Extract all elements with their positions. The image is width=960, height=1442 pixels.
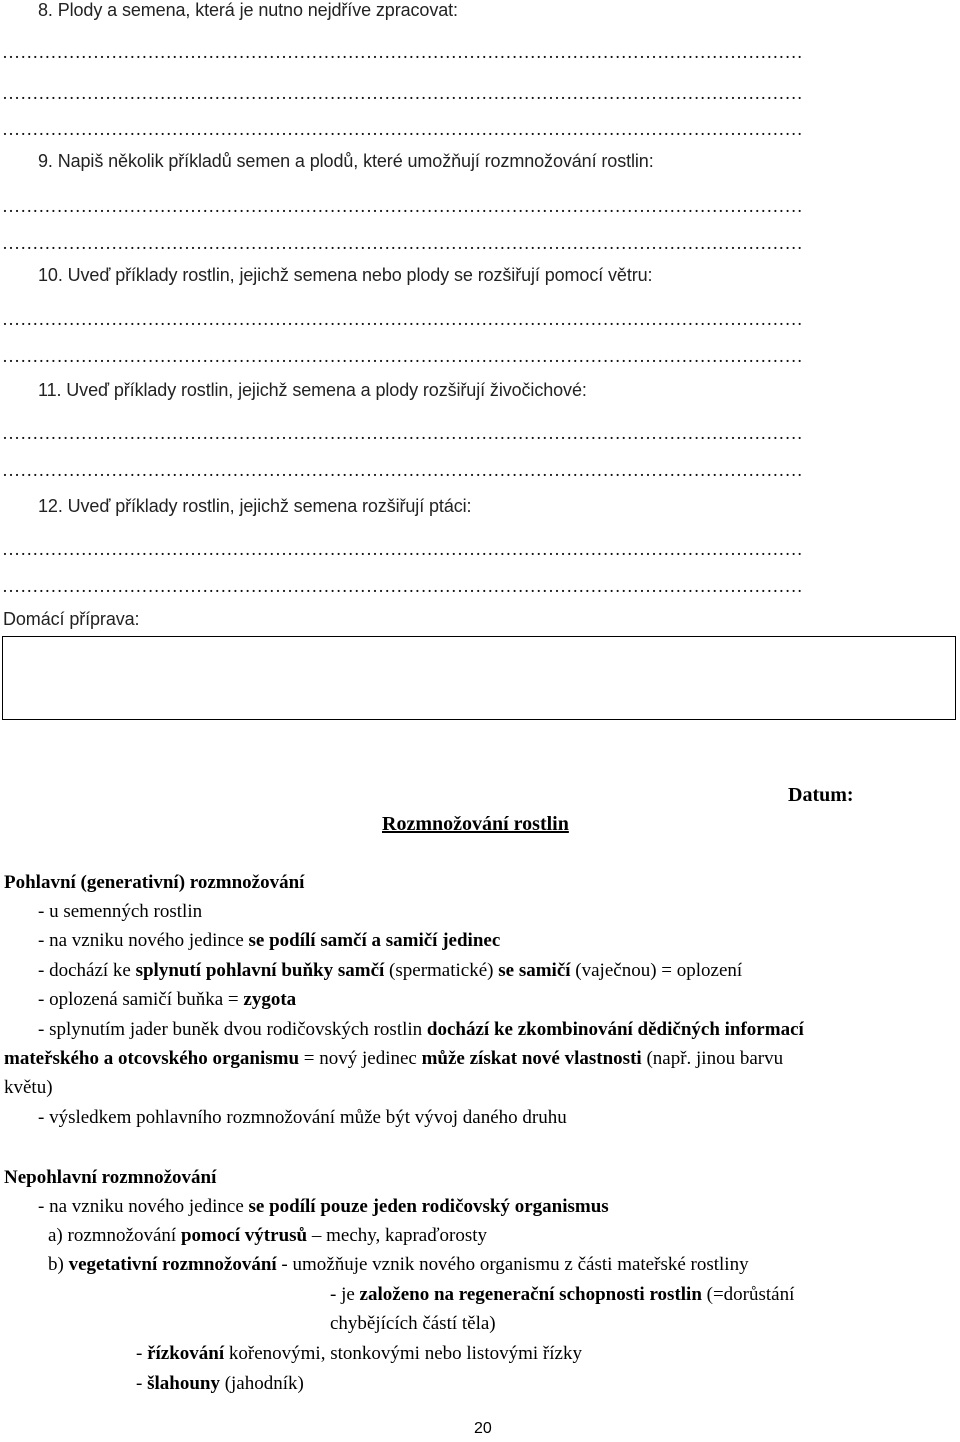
question-9: 9. Napiš několik příkladů semen a plodů, které umožňují rozmnožování rostlin:	[38, 151, 654, 171]
note-line: - šlahouny (jahodník)	[136, 1373, 304, 1394]
answer-line: ……………………………………………………………………………………………………………………	[2, 42, 803, 62]
answer-line: ……………………………………………………………………………………………………………………	[2, 83, 803, 103]
answer-line: ……………………………………………………………………………………………………………………	[2, 196, 803, 216]
answer-line: ……………………………………………………………………………………………………………………	[2, 539, 803, 559]
date-label: Datum:	[788, 784, 854, 806]
note-line: chybějících částí těla)	[330, 1313, 496, 1334]
answer-line: ……………………………………………………………………………………………………………………	[2, 233, 803, 253]
answer-line: ……………………………………………………………………………………………………………………	[2, 423, 803, 443]
note-line: - oplozená samičí buňka = zygota	[38, 989, 297, 1010]
answer-line: ……………………………………………………………………………………………………………………	[2, 119, 803, 139]
asexual-heading: Nepohlavní rozmnožování	[4, 1167, 217, 1188]
page-number: 20	[474, 1420, 492, 1437]
note-line: - je založeno na regenerační schopnosti rostlin (=dorůstání	[330, 1284, 795, 1305]
note-line: - dochází ke splynutí pohlavní buňky samčí (spermatické) se samičí (vaječnou) = oplození	[38, 960, 743, 981]
note-line: - splynutím jader buněk dvou rodičovských rostlin dochází ke zkombinování dědičných informací	[38, 1019, 804, 1040]
note-line: a) rozmnožování pomocí výtrusů – mechy, kapraďorosty	[48, 1225, 487, 1246]
note-line: - na vzniku nového jedince se podílí pouze jeden rodičovský organismus	[38, 1196, 609, 1217]
note-line: - řízkování kořenovými, stonkovými nebo listovými řízky	[136, 1343, 582, 1364]
answer-line: ……………………………………………………………………………………………………………………	[2, 460, 803, 480]
note-line: - výsledkem pohlavního rozmnožování může být vývoj daného druhu	[38, 1107, 567, 1128]
question-11: 11. Uveď příklady rostlin, jejichž semena a plody rozšiřují živočichové:	[38, 380, 587, 400]
note-line: - na vzniku nového jedince se podílí samčí a samičí jedinec	[38, 930, 501, 951]
note-line: - u semenných rostlin	[38, 901, 203, 922]
question-10: 10. Uveď příklady rostlin, jejichž semena nebo plody se rozšiřují pomocí větru:	[38, 265, 653, 285]
homework-box[interactable]	[2, 636, 956, 720]
sexual-heading: Pohlavní (generativní) rozmnožování	[4, 872, 305, 893]
note-line: b) vegetativní rozmnožování - umožňuje vznik nového organismu z části mateřské rostliny	[48, 1254, 749, 1275]
question-8: 8. Plody a semena, která je nutno nejdříve zpracovat:	[38, 0, 458, 20]
answer-line: ……………………………………………………………………………………………………………………	[2, 576, 803, 596]
answer-line: ……………………………………………………………………………………………………………………	[2, 346, 803, 366]
section-title: Rozmnožování rostlin	[382, 813, 569, 835]
homework-label: Domácí příprava:	[3, 609, 140, 629]
question-12: 12. Uveď příklady rostlin, jejichž semena rozšiřují ptáci:	[38, 496, 472, 516]
note-line: květu)	[4, 1077, 53, 1098]
answer-line: ……………………………………………………………………………………………………………………	[2, 309, 803, 329]
note-line: mateřského a otcovského organismu = nový jedinec může získat nové vlastnosti (např. jinou barvu	[4, 1048, 784, 1069]
